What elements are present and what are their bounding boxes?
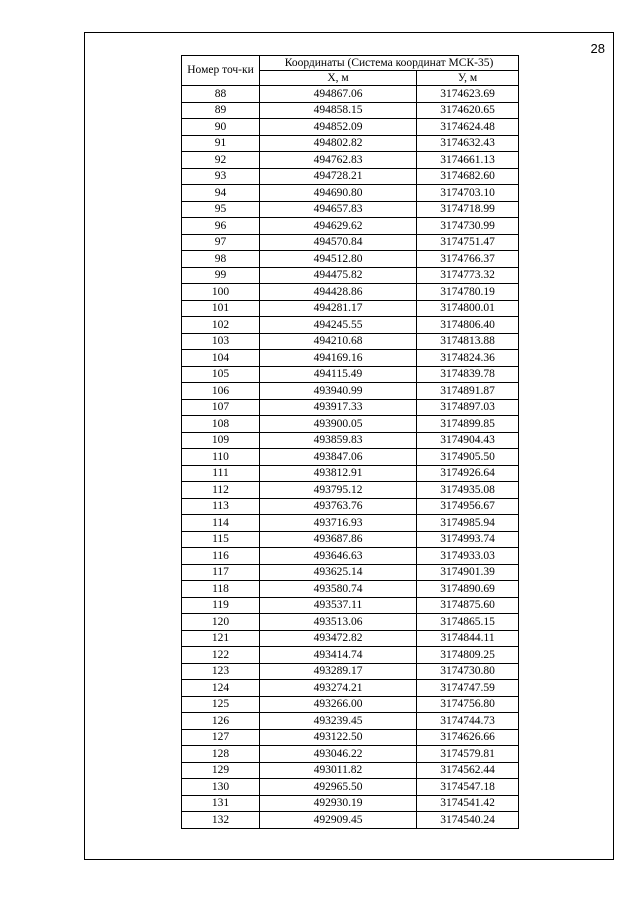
point-number-cell: 109 bbox=[182, 432, 260, 449]
y-coordinate-cell: 3174623.69 bbox=[417, 86, 519, 103]
table-row bbox=[182, 680, 519, 697]
point-number-cell: 104 bbox=[182, 350, 260, 367]
point-number-cell: 113 bbox=[182, 498, 260, 515]
point-number-cell: 108 bbox=[182, 416, 260, 433]
table-body bbox=[182, 86, 519, 829]
x-coordinate-cell: 494281.17 bbox=[260, 300, 417, 317]
header-x: X, м bbox=[260, 71, 417, 86]
x-coordinate-cell: 492909.45 bbox=[260, 812, 417, 829]
point-number-cell: 101 bbox=[182, 300, 260, 317]
table-row bbox=[182, 614, 519, 631]
point-number-cell: 107 bbox=[182, 399, 260, 416]
x-coordinate-cell: 493414.74 bbox=[260, 647, 417, 664]
y-coordinate-cell: 3174985.94 bbox=[417, 515, 519, 532]
point-number-cell: 121 bbox=[182, 630, 260, 647]
y-coordinate-cell: 3174844.11 bbox=[417, 630, 519, 647]
y-coordinate-cell: 3174626.66 bbox=[417, 729, 519, 746]
x-coordinate-cell: 494169.16 bbox=[260, 350, 417, 367]
x-coordinate-cell: 493646.63 bbox=[260, 548, 417, 565]
x-coordinate-cell: 493289.17 bbox=[260, 663, 417, 680]
y-coordinate-cell: 3174579.81 bbox=[417, 746, 519, 763]
table-row bbox=[182, 515, 519, 532]
header-point-number: Номер точ-ки bbox=[182, 56, 260, 86]
x-coordinate-cell: 493266.00 bbox=[260, 696, 417, 713]
point-number-cell: 96 bbox=[182, 218, 260, 235]
table-row bbox=[182, 399, 519, 416]
table-row bbox=[182, 564, 519, 581]
table-row bbox=[182, 531, 519, 548]
x-coordinate-cell: 493011.82 bbox=[260, 762, 417, 779]
point-number-cell: 90 bbox=[182, 119, 260, 136]
y-coordinate-cell: 3174766.37 bbox=[417, 251, 519, 268]
point-number-cell: 95 bbox=[182, 201, 260, 218]
point-number-cell: 122 bbox=[182, 647, 260, 664]
table-row bbox=[182, 647, 519, 664]
y-coordinate-cell: 3174773.32 bbox=[417, 267, 519, 284]
x-coordinate-cell: 494657.83 bbox=[260, 201, 417, 218]
y-coordinate-cell: 3174806.40 bbox=[417, 317, 519, 334]
table-row bbox=[182, 713, 519, 730]
point-number-cell: 116 bbox=[182, 548, 260, 565]
header-row bbox=[182, 56, 519, 71]
x-coordinate-cell: 494858.15 bbox=[260, 102, 417, 119]
coordinates-table bbox=[181, 55, 519, 829]
y-coordinate-cell: 3174891.87 bbox=[417, 383, 519, 400]
x-coordinate-cell: 493239.45 bbox=[260, 713, 417, 730]
point-number-cell: 92 bbox=[182, 152, 260, 169]
x-coordinate-cell: 493122.50 bbox=[260, 729, 417, 746]
point-number-cell: 100 bbox=[182, 284, 260, 301]
point-number-cell: 131 bbox=[182, 795, 260, 812]
y-coordinate-cell: 3174839.78 bbox=[417, 366, 519, 383]
x-coordinate-cell: 492965.50 bbox=[260, 779, 417, 796]
x-coordinate-cell: 493859.83 bbox=[260, 432, 417, 449]
y-coordinate-cell: 3174540.24 bbox=[417, 812, 519, 829]
y-coordinate-cell: 3174800.01 bbox=[417, 300, 519, 317]
table-row bbox=[182, 630, 519, 647]
x-coordinate-cell: 494245.55 bbox=[260, 317, 417, 334]
x-coordinate-cell: 493812.91 bbox=[260, 465, 417, 482]
table-row bbox=[182, 86, 519, 103]
y-coordinate-cell: 3174956.67 bbox=[417, 498, 519, 515]
x-coordinate-cell: 494867.06 bbox=[260, 86, 417, 103]
x-coordinate-cell: 493513.06 bbox=[260, 614, 417, 631]
y-coordinate-cell: 3174824.36 bbox=[417, 350, 519, 367]
table-row bbox=[182, 383, 519, 400]
y-coordinate-cell: 3174744.73 bbox=[417, 713, 519, 730]
x-coordinate-cell: 494428.86 bbox=[260, 284, 417, 301]
y-coordinate-cell: 3174926.64 bbox=[417, 465, 519, 482]
x-coordinate-cell: 493472.82 bbox=[260, 630, 417, 647]
point-number-cell: 98 bbox=[182, 251, 260, 268]
point-number-cell: 130 bbox=[182, 779, 260, 796]
y-coordinate-cell: 3174562.44 bbox=[417, 762, 519, 779]
point-number-cell: 89 bbox=[182, 102, 260, 119]
y-coordinate-cell: 3174865.15 bbox=[417, 614, 519, 631]
table-row bbox=[182, 581, 519, 598]
x-coordinate-cell: 494690.80 bbox=[260, 185, 417, 202]
point-number-cell: 99 bbox=[182, 267, 260, 284]
x-coordinate-cell: 493795.12 bbox=[260, 482, 417, 499]
x-coordinate-cell: 493900.05 bbox=[260, 416, 417, 433]
x-coordinate-cell: 493537.11 bbox=[260, 597, 417, 614]
table-row bbox=[182, 152, 519, 169]
x-coordinate-cell: 494802.82 bbox=[260, 135, 417, 152]
table-row bbox=[182, 350, 519, 367]
point-number-cell: 106 bbox=[182, 383, 260, 400]
point-number-cell: 110 bbox=[182, 449, 260, 466]
point-number-cell: 117 bbox=[182, 564, 260, 581]
table-row bbox=[182, 696, 519, 713]
point-number-cell: 123 bbox=[182, 663, 260, 680]
point-number-cell: 114 bbox=[182, 515, 260, 532]
point-number-cell: 120 bbox=[182, 614, 260, 631]
table-row bbox=[182, 432, 519, 449]
y-coordinate-cell: 3174661.13 bbox=[417, 152, 519, 169]
table-row bbox=[182, 548, 519, 565]
table-row bbox=[182, 729, 519, 746]
table-row bbox=[182, 762, 519, 779]
point-number-cell: 126 bbox=[182, 713, 260, 730]
x-coordinate-cell: 493580.74 bbox=[260, 581, 417, 598]
y-coordinate-cell: 3174703.10 bbox=[417, 185, 519, 202]
table-row bbox=[182, 251, 519, 268]
table-row bbox=[182, 300, 519, 317]
page-frame bbox=[84, 32, 614, 860]
y-coordinate-cell: 3174813.88 bbox=[417, 333, 519, 350]
x-coordinate-cell: 493687.86 bbox=[260, 531, 417, 548]
table-row bbox=[182, 102, 519, 119]
table-row bbox=[182, 416, 519, 433]
point-number-cell: 94 bbox=[182, 185, 260, 202]
point-number-cell: 132 bbox=[182, 812, 260, 829]
page-number: 28 bbox=[590, 41, 605, 56]
x-coordinate-cell: 494512.80 bbox=[260, 251, 417, 268]
point-number-cell: 91 bbox=[182, 135, 260, 152]
table-row bbox=[182, 663, 519, 680]
x-coordinate-cell: 493274.21 bbox=[260, 680, 417, 697]
y-coordinate-cell: 3174730.80 bbox=[417, 663, 519, 680]
table-row bbox=[182, 333, 519, 350]
y-coordinate-cell: 3174547.18 bbox=[417, 779, 519, 796]
point-number-cell: 103 bbox=[182, 333, 260, 350]
y-coordinate-cell: 3174751.47 bbox=[417, 234, 519, 251]
table-row bbox=[182, 185, 519, 202]
x-coordinate-cell: 494629.62 bbox=[260, 218, 417, 235]
x-coordinate-cell: 493940.99 bbox=[260, 383, 417, 400]
point-number-cell: 115 bbox=[182, 531, 260, 548]
y-coordinate-cell: 3174780.19 bbox=[417, 284, 519, 301]
point-number-cell: 129 bbox=[182, 762, 260, 779]
y-coordinate-cell: 3174935.08 bbox=[417, 482, 519, 499]
y-coordinate-cell: 3174890.69 bbox=[417, 581, 519, 598]
point-number-cell: 93 bbox=[182, 168, 260, 185]
y-coordinate-cell: 3174682.60 bbox=[417, 168, 519, 185]
point-number-cell: 124 bbox=[182, 680, 260, 697]
table-row bbox=[182, 812, 519, 829]
y-coordinate-cell: 3174756.80 bbox=[417, 696, 519, 713]
x-coordinate-cell: 493625.14 bbox=[260, 564, 417, 581]
point-number-cell: 97 bbox=[182, 234, 260, 251]
table-row bbox=[182, 482, 519, 499]
x-coordinate-cell: 494115.49 bbox=[260, 366, 417, 383]
x-coordinate-cell: 494210.68 bbox=[260, 333, 417, 350]
table-row bbox=[182, 218, 519, 235]
point-number-cell: 102 bbox=[182, 317, 260, 334]
point-number-cell: 125 bbox=[182, 696, 260, 713]
y-coordinate-cell: 3174899.85 bbox=[417, 416, 519, 433]
point-number-cell: 119 bbox=[182, 597, 260, 614]
table-row bbox=[182, 746, 519, 763]
table-row bbox=[182, 465, 519, 482]
table-row bbox=[182, 119, 519, 136]
table-row bbox=[182, 284, 519, 301]
y-coordinate-cell: 3174730.99 bbox=[417, 218, 519, 235]
y-coordinate-cell: 3174747.59 bbox=[417, 680, 519, 697]
table-row bbox=[182, 597, 519, 614]
x-coordinate-cell: 494728.21 bbox=[260, 168, 417, 185]
x-coordinate-cell: 494570.84 bbox=[260, 234, 417, 251]
header-coordinate-system: Координаты (Система координат МСК-35) bbox=[260, 56, 519, 71]
x-coordinate-cell: 493763.76 bbox=[260, 498, 417, 515]
y-coordinate-cell: 3174901.39 bbox=[417, 564, 519, 581]
table-row bbox=[182, 201, 519, 218]
table-row bbox=[182, 498, 519, 515]
table-row bbox=[182, 366, 519, 383]
table-row bbox=[182, 234, 519, 251]
y-coordinate-cell: 3174875.60 bbox=[417, 597, 519, 614]
table-row bbox=[182, 795, 519, 812]
point-number-cell: 111 bbox=[182, 465, 260, 482]
y-coordinate-cell: 3174904.43 bbox=[417, 432, 519, 449]
table-row bbox=[182, 779, 519, 796]
table-row bbox=[182, 449, 519, 466]
x-coordinate-cell: 494762.83 bbox=[260, 152, 417, 169]
table-row bbox=[182, 135, 519, 152]
x-coordinate-cell: 493046.22 bbox=[260, 746, 417, 763]
point-number-cell: 128 bbox=[182, 746, 260, 763]
y-coordinate-cell: 3174809.25 bbox=[417, 647, 519, 664]
point-number-cell: 105 bbox=[182, 366, 260, 383]
table-row bbox=[182, 317, 519, 334]
y-coordinate-cell: 3174905.50 bbox=[417, 449, 519, 466]
y-coordinate-cell: 3174897.03 bbox=[417, 399, 519, 416]
x-coordinate-cell: 493716.93 bbox=[260, 515, 417, 532]
point-number-cell: 88 bbox=[182, 86, 260, 103]
x-coordinate-cell: 492930.19 bbox=[260, 795, 417, 812]
point-number-cell: 118 bbox=[182, 581, 260, 598]
x-coordinate-cell: 494475.82 bbox=[260, 267, 417, 284]
y-coordinate-cell: 3174620.65 bbox=[417, 102, 519, 119]
x-coordinate-cell: 494852.09 bbox=[260, 119, 417, 136]
y-coordinate-cell: 3174718.99 bbox=[417, 201, 519, 218]
point-number-cell: 112 bbox=[182, 482, 260, 499]
y-coordinate-cell: 3174632.43 bbox=[417, 135, 519, 152]
y-coordinate-cell: 3174933.03 bbox=[417, 548, 519, 565]
y-coordinate-cell: 3174541.42 bbox=[417, 795, 519, 812]
table-row bbox=[182, 267, 519, 284]
y-coordinate-cell: 3174624.48 bbox=[417, 119, 519, 136]
table-row bbox=[182, 168, 519, 185]
point-number-cell: 127 bbox=[182, 729, 260, 746]
y-coordinate-cell: 3174993.74 bbox=[417, 531, 519, 548]
x-coordinate-cell: 493847.06 bbox=[260, 449, 417, 466]
header-y: У, м bbox=[417, 71, 519, 86]
x-coordinate-cell: 493917.33 bbox=[260, 399, 417, 416]
